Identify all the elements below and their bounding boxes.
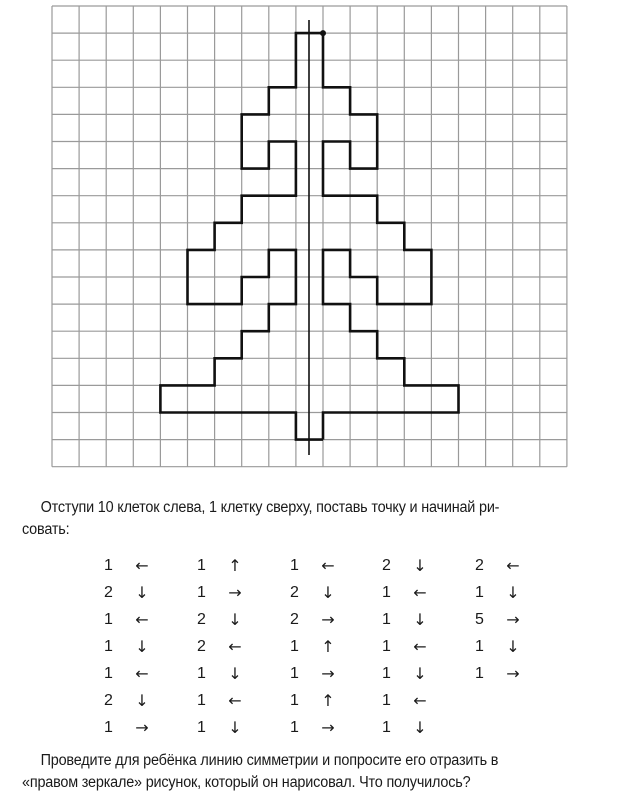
instruction-step <box>290 717 350 739</box>
arrow-down-icon: ↓ <box>228 664 242 683</box>
instruction-step <box>104 636 164 658</box>
step-count: 1 <box>382 665 391 682</box>
arrow-right-icon: → <box>135 718 149 737</box>
instruction-step <box>197 582 257 604</box>
instruction-step <box>197 636 257 658</box>
instruction-step <box>290 663 350 685</box>
outro-line-1: Проведите для ребёнка линию симметрии и попросите его отразить в <box>40 752 499 769</box>
arrow-down-icon: ↓ <box>413 718 427 737</box>
outro-line-2: «правом зеркале» рисунок, который он нарисовал. Что получилось? <box>22 774 471 791</box>
arrow-down-icon: ↓ <box>413 664 427 683</box>
step-count: 1 <box>197 692 206 709</box>
instruction-step <box>197 690 257 712</box>
arrow-down-icon: ↓ <box>413 556 427 575</box>
step-count: 2 <box>104 692 113 709</box>
arrow-left-icon: ← <box>135 664 149 683</box>
tree-right-half-path <box>323 33 459 440</box>
step-count: 2 <box>475 557 484 574</box>
arrow-right-icon: → <box>506 664 520 683</box>
instruction-step <box>382 609 442 631</box>
step-count: 5 <box>475 611 484 628</box>
arrow-down-icon: ↓ <box>135 691 149 710</box>
instruction-step <box>382 663 442 685</box>
instruction-step <box>382 690 442 712</box>
step-count: 2 <box>197 638 206 655</box>
arrow-down-icon: ↓ <box>135 583 149 602</box>
arrow-down-icon: ↓ <box>135 637 149 656</box>
instruction-step <box>197 609 257 631</box>
step-count: 1 <box>290 557 299 574</box>
instruction-step <box>382 582 442 604</box>
step-count: 1 <box>197 719 206 736</box>
step-count: 1 <box>104 665 113 682</box>
step-count: 1 <box>290 692 299 709</box>
step-count: 1 <box>104 611 113 628</box>
arrow-down-icon: ↓ <box>413 610 427 629</box>
arrow-up-icon: ↑ <box>321 691 335 710</box>
step-count: 1 <box>290 719 299 736</box>
step-count: 1 <box>104 557 113 574</box>
arrow-up-icon: ↑ <box>321 637 335 656</box>
instruction-step <box>475 663 535 685</box>
step-count: 1 <box>475 584 484 601</box>
arrow-left-icon: ← <box>135 556 149 575</box>
direction-instructions <box>0 555 619 745</box>
step-count: 2 <box>104 584 113 601</box>
instruction-step <box>290 636 350 658</box>
step-count: 1 <box>197 584 206 601</box>
intro-paragraph <box>22 497 566 541</box>
start-point-dot <box>320 30 326 36</box>
instruction-step <box>290 690 350 712</box>
step-count: 1 <box>382 719 391 736</box>
outro-paragraph <box>22 750 566 794</box>
instruction-step <box>382 555 442 577</box>
intro-line-1: Отступи 10 клеток слева, 1 клетку сверху, поставь точку и начинай ри- <box>40 499 500 516</box>
instruction-step <box>290 582 350 604</box>
arrow-left-icon: ← <box>228 637 242 656</box>
arrow-right-icon: → <box>228 583 242 602</box>
step-count: 2 <box>382 557 391 574</box>
arrow-left-icon: ← <box>321 556 335 575</box>
step-count: 2 <box>290 611 299 628</box>
intro-line-2: совать: <box>22 521 70 538</box>
instruction-step <box>197 663 257 685</box>
step-count: 2 <box>197 611 206 628</box>
instruction-step <box>382 636 442 658</box>
instruction-step <box>197 717 257 739</box>
arrow-left-icon: ← <box>506 556 520 575</box>
step-count: 1 <box>104 719 113 736</box>
arrow-right-icon: → <box>321 718 335 737</box>
instruction-step <box>475 555 535 577</box>
step-count: 1 <box>197 557 206 574</box>
instruction-step <box>104 717 164 739</box>
instruction-step <box>197 555 257 577</box>
arrow-left-icon: ← <box>413 691 427 710</box>
instruction-step <box>290 555 350 577</box>
step-count: 1 <box>290 638 299 655</box>
instruction-step <box>104 663 164 685</box>
instruction-step <box>104 609 164 631</box>
arrow-up-icon: ↑ <box>228 556 242 575</box>
arrow-down-icon: ↓ <box>506 583 520 602</box>
instruction-step <box>104 582 164 604</box>
step-count: 1 <box>382 692 391 709</box>
arrow-down-icon: ↓ <box>228 610 242 629</box>
step-count: 1 <box>382 638 391 655</box>
instruction-step <box>475 609 535 631</box>
arrow-left-icon: ← <box>135 610 149 629</box>
step-count: 1 <box>382 584 391 601</box>
arrow-left-icon: ← <box>413 583 427 602</box>
step-count: 1 <box>104 638 113 655</box>
step-count: 1 <box>475 665 484 682</box>
instruction-step <box>290 609 350 631</box>
step-count: 2 <box>290 584 299 601</box>
arrow-right-icon: → <box>321 664 335 683</box>
instruction-step <box>475 636 535 658</box>
instruction-step <box>382 717 442 739</box>
instruction-step <box>104 690 164 712</box>
arrow-left-icon: ← <box>228 691 242 710</box>
arrow-down-icon: ↓ <box>321 583 335 602</box>
instruction-step <box>104 555 164 577</box>
step-count: 1 <box>382 611 391 628</box>
arrow-down-icon: ↓ <box>228 718 242 737</box>
instruction-step <box>475 582 535 604</box>
arrow-right-icon: → <box>506 610 520 629</box>
step-count: 1 <box>290 665 299 682</box>
step-count: 1 <box>475 638 484 655</box>
arrow-left-icon: ← <box>413 637 427 656</box>
arrow-right-icon: → <box>321 610 335 629</box>
arrow-down-icon: ↓ <box>506 637 520 656</box>
step-count: 1 <box>197 665 206 682</box>
